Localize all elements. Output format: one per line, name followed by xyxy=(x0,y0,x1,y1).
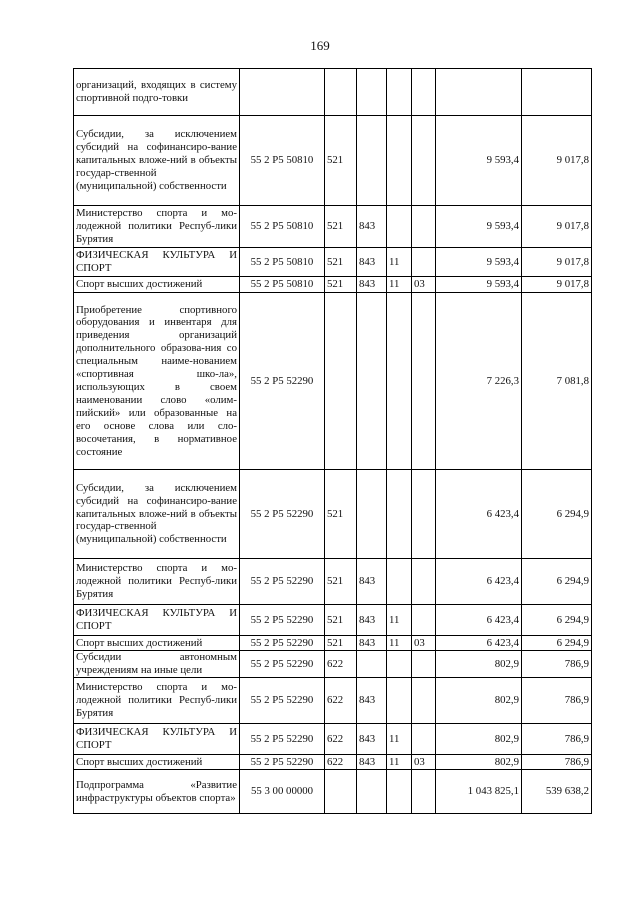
subsection-cell xyxy=(412,770,436,814)
section-cell xyxy=(387,470,412,559)
subsection-cell xyxy=(412,605,436,636)
expense-type-cell: 622 xyxy=(325,755,357,770)
subsection-cell xyxy=(412,651,436,678)
expense-type-cell: 622 xyxy=(325,678,357,724)
amount-year-2-cell: 9 017,8 xyxy=(522,277,592,293)
table-row xyxy=(74,636,592,651)
expense-type-cell: 622 xyxy=(325,724,357,755)
subsection-cell xyxy=(412,248,436,277)
target-code-cell: 55 2 Р5 52290 xyxy=(240,755,325,770)
section-cell: 11 xyxy=(387,724,412,755)
subsection-cell xyxy=(412,69,436,116)
budget-table xyxy=(73,68,592,814)
ministry-code-cell xyxy=(357,651,387,678)
expense-type-cell: 521 xyxy=(325,116,357,206)
subsection-cell: 03 xyxy=(412,636,436,651)
section-cell xyxy=(387,559,412,605)
target-code-cell: 55 2 Р5 52290 xyxy=(240,470,325,559)
expense-type-cell: 521 xyxy=(325,248,357,277)
amount-year-1-cell: 1 043 825,1 xyxy=(436,770,522,814)
amount-year-2-cell: 786,9 xyxy=(522,755,592,770)
subsection-cell xyxy=(412,116,436,206)
row-name-cell: Субсидии, за исключением субсидий на софинансиро-вание капитальных вложе-ний в объекты государ-ственной (муниципальной) собственности xyxy=(74,116,240,206)
amount-year-2-cell: 9 017,8 xyxy=(522,116,592,206)
target-code-cell xyxy=(240,69,325,116)
section-cell xyxy=(387,206,412,248)
table-row xyxy=(74,651,592,678)
ministry-code-cell: 843 xyxy=(357,277,387,293)
subsection-cell xyxy=(412,470,436,559)
subsection-cell: 03 xyxy=(412,755,436,770)
target-code-cell: 55 2 Р5 50810 xyxy=(240,248,325,277)
ministry-code-cell: 843 xyxy=(357,248,387,277)
section-cell xyxy=(387,651,412,678)
section-cell: 11 xyxy=(387,636,412,651)
amount-year-2-cell: 7 081,8 xyxy=(522,293,592,470)
amount-year-1-cell: 9 593,4 xyxy=(436,206,522,248)
subsection-cell xyxy=(412,206,436,248)
subsection-cell xyxy=(412,559,436,605)
page-number: 169 xyxy=(310,38,330,53)
amount-year-2-cell: 6 294,9 xyxy=(522,470,592,559)
target-code-cell: 55 2 Р5 50810 xyxy=(240,116,325,206)
section-cell xyxy=(387,116,412,206)
table-row xyxy=(74,116,592,206)
amount-year-1-cell: 9 593,4 xyxy=(436,248,522,277)
expense-type-cell xyxy=(325,69,357,116)
amount-year-1-cell: 802,9 xyxy=(436,755,522,770)
ministry-code-cell xyxy=(357,293,387,470)
amount-year-1-cell: 802,9 xyxy=(436,678,522,724)
ministry-code-cell: 843 xyxy=(357,636,387,651)
row-name-cell: Министерство спорта и мо-лодежной политики Респуб-лики Бурятия xyxy=(74,678,240,724)
table-row xyxy=(74,470,592,559)
amount-year-1-cell: 6 423,4 xyxy=(436,559,522,605)
amount-year-2-cell: 9 017,8 xyxy=(522,248,592,277)
row-name-cell: организаций, входящих в систему спортивной подго-товки xyxy=(74,69,240,116)
ministry-code-cell xyxy=(357,116,387,206)
table-row xyxy=(74,69,592,116)
row-name-cell: Спорт высших достижений xyxy=(74,277,240,293)
expense-type-cell: 521 xyxy=(325,206,357,248)
amount-year-2-cell: 539 638,2 xyxy=(522,770,592,814)
row-name-cell: ФИЗИЧЕСКАЯ КУЛЬТУРА И СПОРТ xyxy=(74,724,240,755)
expense-type-cell: 521 xyxy=(325,605,357,636)
row-name-cell: Субсидии, за исключением субсидий на софинансиро-вание капитальных вложе-ний в объекты государ-ственной (муниципальной) собственности xyxy=(74,470,240,559)
section-cell: 11 xyxy=(387,605,412,636)
amount-year-2-cell xyxy=(522,69,592,116)
expense-type-cell: 521 xyxy=(325,636,357,651)
table-row xyxy=(74,248,592,277)
amount-year-2-cell: 9 017,8 xyxy=(522,206,592,248)
ministry-code-cell: 843 xyxy=(357,605,387,636)
section-cell xyxy=(387,69,412,116)
expense-type-cell: 622 xyxy=(325,651,357,678)
ministry-code-cell: 843 xyxy=(357,206,387,248)
section-cell xyxy=(387,770,412,814)
target-code-cell: 55 2 Р5 52290 xyxy=(240,636,325,651)
ministry-code-cell: 843 xyxy=(357,755,387,770)
ministry-code-cell: 843 xyxy=(357,724,387,755)
section-cell: 11 xyxy=(387,755,412,770)
amount-year-2-cell: 6 294,9 xyxy=(522,605,592,636)
subsection-cell xyxy=(412,724,436,755)
amount-year-2-cell: 6 294,9 xyxy=(522,559,592,605)
table-row xyxy=(74,678,592,724)
subsection-cell xyxy=(412,678,436,724)
amount-year-1-cell: 6 423,4 xyxy=(436,636,522,651)
target-code-cell: 55 3 00 00000 xyxy=(240,770,325,814)
ministry-code-cell xyxy=(357,69,387,116)
amount-year-1-cell xyxy=(436,69,522,116)
target-code-cell: 55 2 Р5 50810 xyxy=(240,277,325,293)
amount-year-1-cell: 6 423,4 xyxy=(436,470,522,559)
target-code-cell: 55 2 Р5 52290 xyxy=(240,293,325,470)
table-row xyxy=(74,293,592,470)
row-name-cell: ФИЗИЧЕСКАЯ КУЛЬТУРА И СПОРТ xyxy=(74,605,240,636)
table-row xyxy=(74,277,592,293)
section-cell: 11 xyxy=(387,277,412,293)
row-name-cell: Министерство спорта и мо-лодежной политики Респуб-лики Бурятия xyxy=(74,206,240,248)
ministry-code-cell xyxy=(357,470,387,559)
subsection-cell: 03 xyxy=(412,277,436,293)
row-name-cell: ФИЗИЧЕСКАЯ КУЛЬТУРА И СПОРТ xyxy=(74,248,240,277)
row-name-cell: Субсидии автономным учреждениям на иные цели xyxy=(74,651,240,678)
table-row xyxy=(74,770,592,814)
table-row xyxy=(74,559,592,605)
amount-year-1-cell: 802,9 xyxy=(436,651,522,678)
section-cell: 11 xyxy=(387,248,412,277)
amount-year-1-cell: 7 226,3 xyxy=(436,293,522,470)
amount-year-1-cell: 6 423,4 xyxy=(436,605,522,636)
table-body xyxy=(74,69,592,814)
row-name-cell: Министерство спорта и мо-лодежной политики Респуб-лики Бурятия xyxy=(74,559,240,605)
amount-year-1-cell: 9 593,4 xyxy=(436,277,522,293)
row-name-cell: Приобретение спортивного оборудования и инвентаря для приведения организаций дополнительного образова-ния со специальным наиме-нованием «спортивная шко-ла», использующих в своем наименовании слово «олим-пийский» или образованные на его основе слова или сло-восочетания, в нормативное состояние xyxy=(74,293,240,470)
row-name-cell: Спорт высших достижений xyxy=(74,755,240,770)
target-code-cell: 55 2 Р5 50810 xyxy=(240,206,325,248)
table-row xyxy=(74,755,592,770)
amount-year-1-cell: 9 593,4 xyxy=(436,116,522,206)
row-name-cell: Подпрограмма «Развитие инфраструктуры объектов спорта» xyxy=(74,770,240,814)
table-row xyxy=(74,206,592,248)
table-row xyxy=(74,724,592,755)
section-cell xyxy=(387,678,412,724)
amount-year-1-cell: 802,9 xyxy=(436,724,522,755)
amount-year-2-cell: 786,9 xyxy=(522,678,592,724)
expense-type-cell: 521 xyxy=(325,470,357,559)
target-code-cell: 55 2 Р5 52290 xyxy=(240,559,325,605)
expense-type-cell xyxy=(325,293,357,470)
expense-type-cell: 521 xyxy=(325,559,357,605)
target-code-cell: 55 2 Р5 52290 xyxy=(240,724,325,755)
target-code-cell: 55 2 Р5 52290 xyxy=(240,651,325,678)
expense-type-cell: 521 xyxy=(325,277,357,293)
table-row xyxy=(74,605,592,636)
amount-year-2-cell: 6 294,9 xyxy=(522,636,592,651)
target-code-cell: 55 2 Р5 52290 xyxy=(240,605,325,636)
amount-year-2-cell: 786,9 xyxy=(522,651,592,678)
expense-type-cell xyxy=(325,770,357,814)
section-cell xyxy=(387,293,412,470)
ministry-code-cell xyxy=(357,770,387,814)
ministry-code-cell: 843 xyxy=(357,678,387,724)
ministry-code-cell: 843 xyxy=(357,559,387,605)
target-code-cell: 55 2 Р5 52290 xyxy=(240,678,325,724)
amount-year-2-cell: 786,9 xyxy=(522,724,592,755)
row-name-cell: Спорт высших достижений xyxy=(74,636,240,651)
subsection-cell xyxy=(412,293,436,470)
